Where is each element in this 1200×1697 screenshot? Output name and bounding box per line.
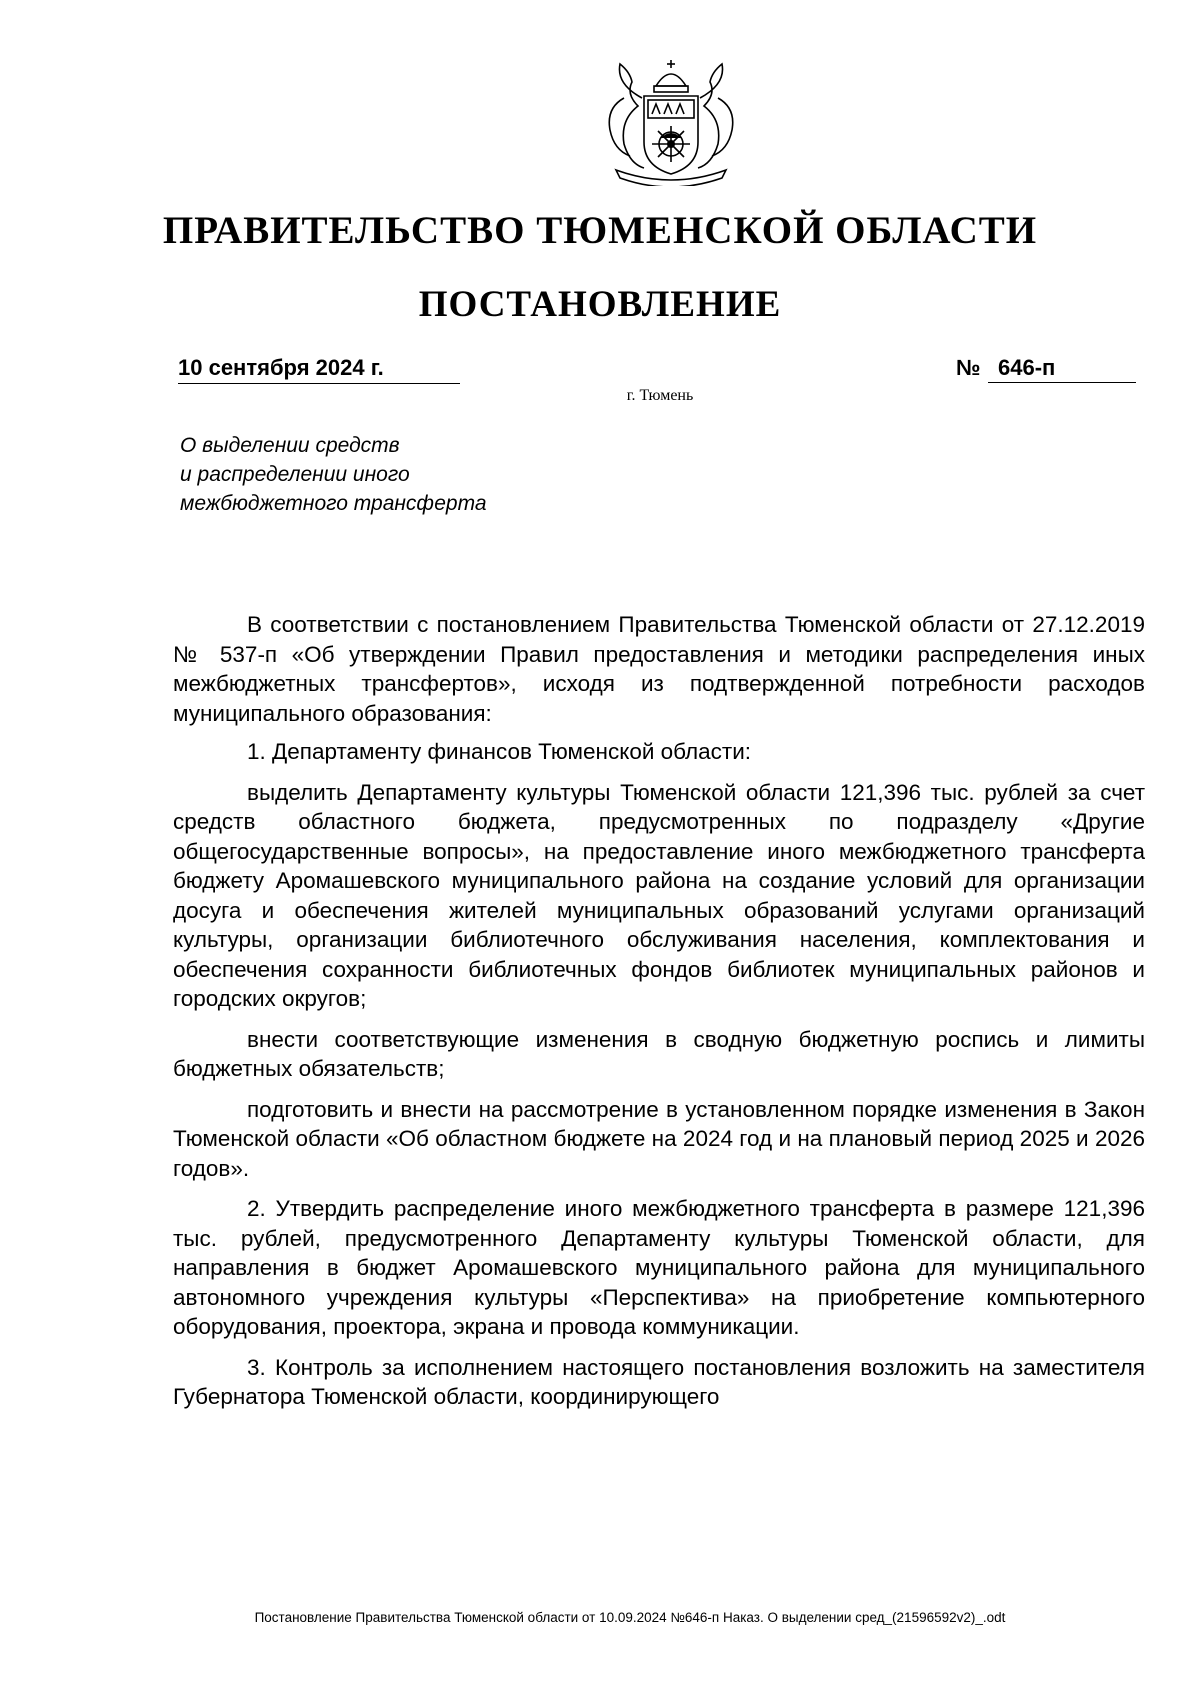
body-paragraph: подготовить и внести на рассмотрение в установленном порядке изменения в Закон Тюменской области «Об областном бюджете на 2024 год и на плановый период 2025 и 2026 годов». <box>173 1096 1145 1181</box>
document-number <box>956 353 1136 383</box>
body-paragraph: 1. Департаменту финансов Тюменской области: <box>247 739 752 764</box>
body-paragraph: 3. Контроль за исполнением настоящего постановления возложить на заместителя Губернатора Тюменской области, координирующего <box>173 1354 1145 1409</box>
subject-line: и распределении иного <box>180 463 410 486</box>
document-city: г. Тюмень <box>626 387 694 404</box>
document-date-text: 10 сентября 2024 г. <box>178 355 384 380</box>
subject-line: межбюджетного трансферта <box>180 492 487 515</box>
coat-of-arms-icon <box>586 58 756 186</box>
body-paragraph: 2. Утвердить распределение иного межбюджетного трансферта в размере 121,396 тыс. рублей, предусмотренного Департаменту культуры Тюменской области, для направления в бюджет Аромашевского муниципального района для муниципального автономного учреждения культуры «Перспектива» на приобретение компьютерного оборудования, проектора, экрана и провода коммуникации. <box>173 1196 1145 1339</box>
subject-line: О выделении средств <box>180 434 400 457</box>
number-sign: № <box>956 355 981 380</box>
document-date <box>178 353 460 384</box>
document-body <box>173 610 1145 1423</box>
government-title: ПРАВИТЕЛЬСТВО ТЮМЕНСКОЙ ОБЛАСТИ <box>162 209 1038 252</box>
body-paragraph: выделить Департаменту культуры Тюменской области 121,396 тыс. рублей за счет средств областного бюджета, предусмотренных по подразделу «Другие общегосударственные вопросы», на предоставление иного межбюджетного трансферта бюджету Аромашевского муниципального района на создание условий для организации досуга и обеспечения жителей муниципальных образований услугами организаций культуры, организации библиотечного обслуживания населения, комплектования и обеспечения сохранности библиотечных фондов библиотек муниципальных районов и городских округов; <box>173 779 1145 1011</box>
document-number-value: 646-п <box>988 353 1136 383</box>
document-type: ПОСТАНОВЛЕНИЕ <box>418 284 782 325</box>
body-paragraph: В соответствии с постановлением Правительства Тюменской области от 27.12.2019 № 537-п «Об утверждении Правил предоставления и методики распределения иных межбюджетных трансфертов», исходя из подтвержденной потребности расходов муниципального образования: <box>173 612 1145 726</box>
document-footer: Постановление Правительства Тюменской области от 10.09.2024 №646-п Наказ. О выделении сред_(21596592v2)_.odt <box>254 1610 1006 1625</box>
document-subject <box>180 431 600 518</box>
body-paragraph: внести соответствующие изменения в сводную бюджетную роспись и лимиты бюджетных обязательств; <box>173 1026 1145 1081</box>
